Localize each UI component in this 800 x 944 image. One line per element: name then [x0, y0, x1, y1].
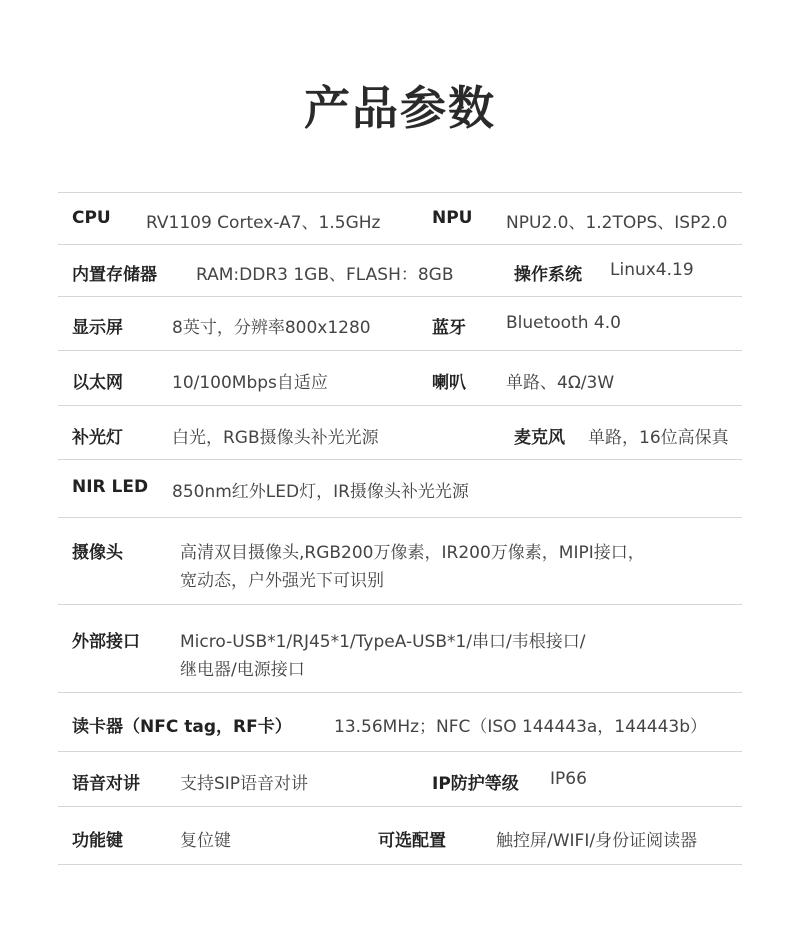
spec-value: RV1109 Cortex-A7、1.5GHz [146, 213, 381, 233]
spec-value: Bluetooth 4.0 [506, 313, 621, 333]
spec-label: 以太网 [72, 373, 123, 393]
spec-value: IP66 [550, 769, 587, 789]
spec-label: NIR LED [72, 477, 149, 497]
divider [58, 751, 742, 752]
spec-label: CPU [72, 208, 111, 228]
spec-value: 850nm红外LED灯，IR摄像头补光光源 [172, 482, 469, 502]
divider [58, 604, 742, 605]
divider [58, 806, 742, 807]
divider [58, 244, 742, 245]
spec-label: 摄像头 [72, 543, 123, 563]
spec-value: NPU2.0、1.2TOPS、ISP2.0 [506, 213, 728, 233]
spec-value: 继电器/电源接口 [180, 660, 305, 680]
spec-value: 13.56MHz；NFC（ISO 144443a，144443b） [334, 717, 707, 737]
spec-label: 喇叭 [432, 373, 466, 393]
divider [58, 350, 742, 351]
divider [58, 405, 742, 406]
page-title: 产品参数 [304, 81, 496, 135]
spec-value: 复位键 [180, 831, 231, 851]
spec-label: 显示屏 [72, 318, 123, 338]
spec-value: RAM:DDR3 1GB、FLASH：8GB [196, 265, 454, 285]
spec-label: IP防护等级 [432, 774, 519, 794]
spec-label: 补光灯 [72, 428, 123, 448]
spec-value: 8英寸，分辨率800x1280 [172, 318, 371, 338]
spec-label: 蓝牙 [432, 318, 466, 338]
spec-value: 单路，16位高保真 [588, 428, 729, 448]
spec-label: 操作系统 [514, 265, 582, 285]
spec-value: Micro-USB*1/RJ45*1/TypeA-USB*1/串口/韦根接口/ [180, 632, 586, 652]
spec-value: 白光，RGB摄像头补光光源 [172, 428, 379, 448]
spec-label: 外部接口 [72, 632, 140, 652]
spec-label: 麦克风 [514, 428, 565, 448]
spec-label: 语音对讲 [72, 774, 140, 794]
divider [58, 296, 742, 297]
divider [58, 692, 742, 693]
spec-label: 功能键 [72, 831, 123, 851]
divider [58, 517, 742, 518]
divider [58, 864, 742, 865]
divider [58, 459, 742, 460]
spec-label: 读卡器（NFC tag，RF卡） [72, 717, 292, 737]
spec-value: 宽动态，户外强光下可识别 [180, 571, 384, 591]
spec-value: Linux4.19 [610, 260, 694, 280]
spec-value: 高清双目摄像头,RGB200万像素，IR200万像素，MIPI接口， [180, 543, 645, 563]
spec-value: 10/100Mbps自适应 [172, 373, 328, 393]
spec-label: NPU [432, 208, 473, 228]
spec-label: 内置存储器 [72, 265, 157, 285]
spec-value: 单路、4Ω/3W [506, 373, 615, 393]
spec-value: 触控屏/WIFI/身份证阅读器 [496, 831, 698, 851]
spec-value: 支持SIP语音对讲 [180, 774, 309, 794]
spec-label: 可选配置 [378, 831, 446, 851]
divider [58, 192, 742, 193]
